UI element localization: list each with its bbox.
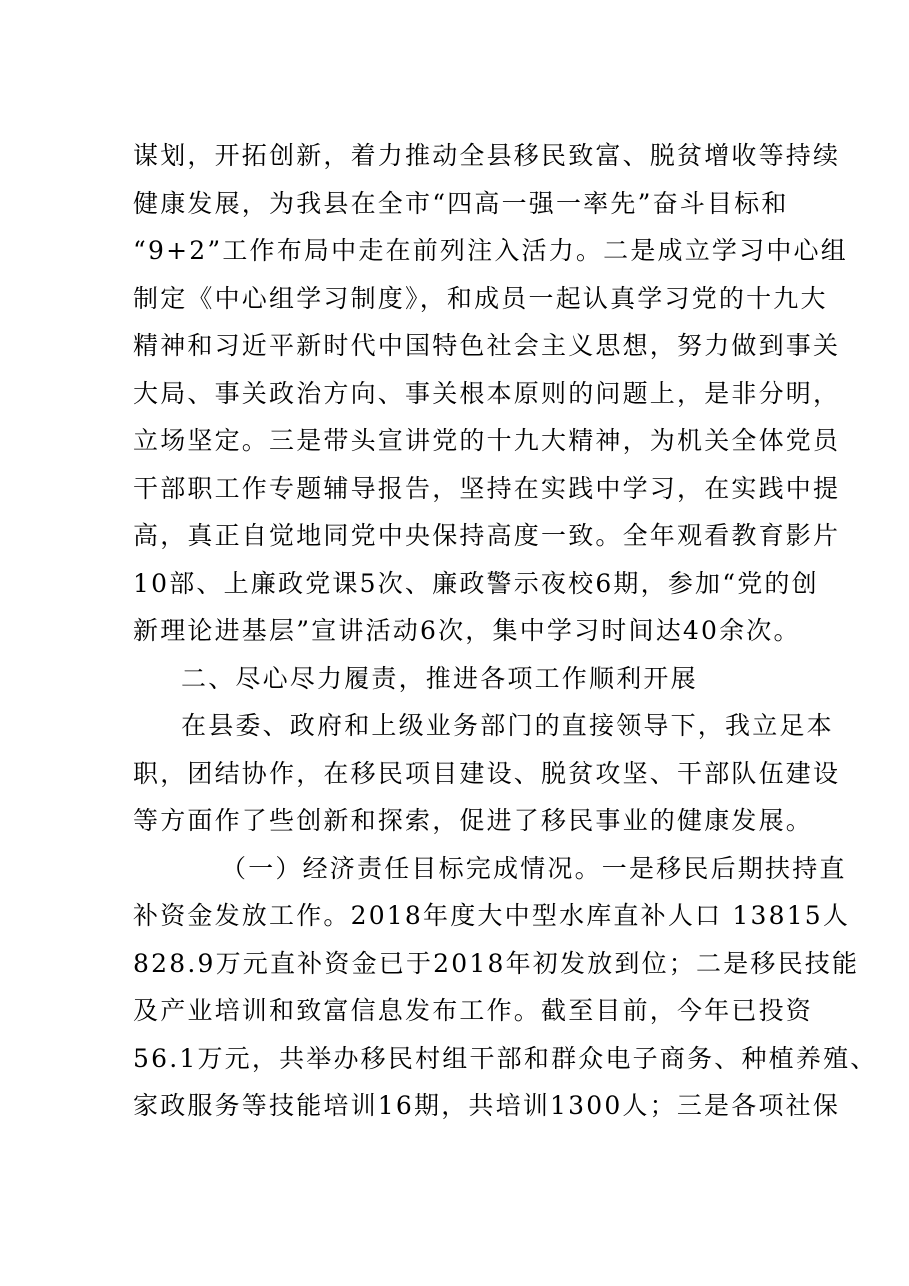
text-line: 精神和习近平新时代中国特色社会主义思想，努力做到事关: [133, 331, 841, 360]
text-line: 新理论进基层”宣讲活动6次，集中学习时间达40余次。: [133, 616, 801, 645]
text-line: 56.1万元，共举办移民村组干部和群众电子商务、种植养殖、: [133, 1043, 878, 1073]
body-text: [133, 132, 878, 1130]
text-line: 大局、事关政治方向、事关根本原则的问题上，是非分明，: [133, 378, 841, 408]
paragraph-first-line: 在县委、政府和上级业务部门的直接领导下，我立足本: [181, 711, 834, 740]
text-line: 及产业培训和致富信息发布工作。截至目前，今年已投资: [133, 996, 814, 1025]
text-line: 谋划，开拓创新，着力推动全县移民致富、脱贫增收等持续: [133, 141, 841, 170]
text-line: 补资金发放工作。2018年度大中型水库直补人口 13815人: [133, 901, 851, 930]
text-line: “9+2”工作布局中走在前列注入活力。二是成立学习中心组: [133, 236, 848, 265]
text-line: 高，真正自觉地同党中央保持高度一致。全年观看教育影片: [133, 521, 841, 550]
text-line: 干部职工作专题辅导报告，坚持在实践中学习，在实践中提: [133, 473, 841, 503]
text-line: 等方面作了些创新和探索，促进了移民事业的健康发展。: [133, 806, 814, 835]
text-line: 职，团结协作，在移民项目建设、脱贫攻坚、干部队伍建设: [133, 758, 841, 788]
text-line: 立场坚定。三是带头宣讲党的十九大精神，为机关全体党员: [133, 426, 841, 455]
text-line: 家政服务等技能培训16期，共培训1300人；三是各项社保: [133, 1091, 841, 1120]
text-line: 828.9万元直补资金已于2018年初发放到位；二是移民技能: [133, 948, 860, 978]
section-heading: 二、尽心尽力履责，推进各项工作顺利开展: [181, 663, 698, 693]
text-line: 健康发展，为我县在全市“四高一强一率先”奋斗目标和: [133, 188, 789, 218]
text-line: 制定《中心组学习制度》，和成员一起认真学习党的十九大: [133, 283, 828, 313]
text-line: 10部、上廉政党课5次、廉政警示夜校6期，参加“党的创: [133, 568, 819, 598]
subsection-first-line: （一）经济责任目标完成情况。一是移民后期扶持直: [221, 853, 847, 883]
